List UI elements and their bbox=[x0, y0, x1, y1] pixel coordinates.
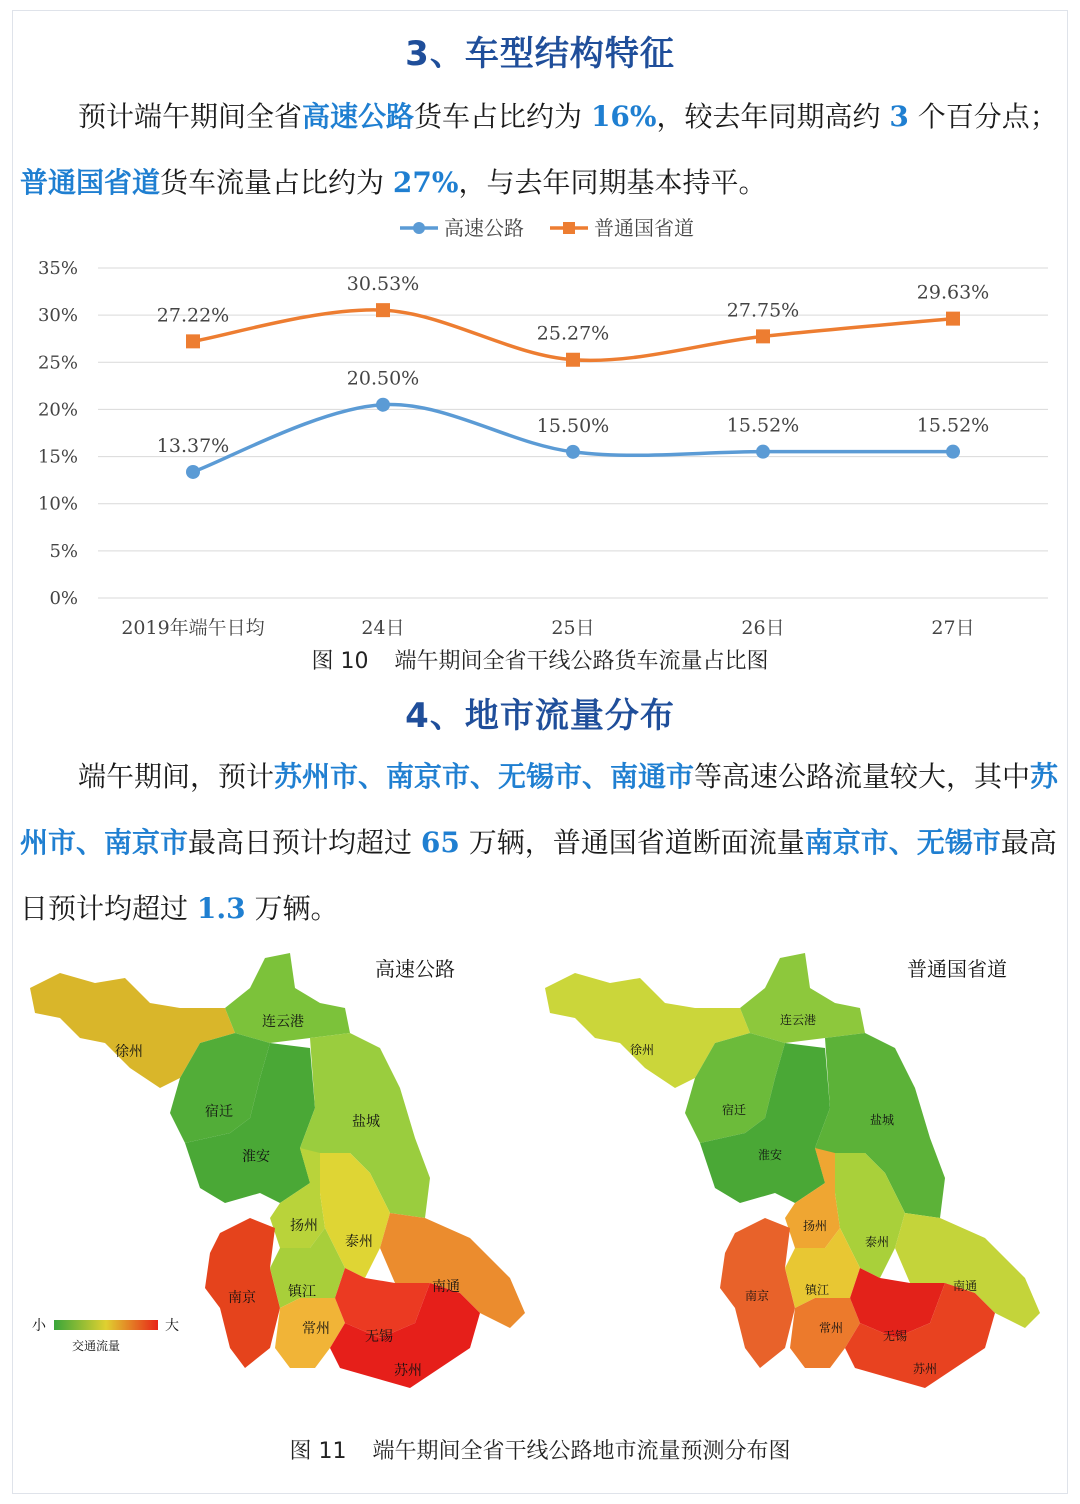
data-label: 15.52% bbox=[726, 414, 800, 437]
city-label: 宿迁 bbox=[722, 1103, 747, 1117]
section4-heading: 4、地市流量分布 bbox=[405, 696, 675, 736]
y-tick-label: 30% bbox=[37, 305, 78, 327]
legend-label: 普通国省道 bbox=[594, 216, 694, 240]
city-label: 无锡 bbox=[883, 1329, 908, 1343]
data-point bbox=[376, 303, 390, 317]
y-tick-label: 0% bbox=[49, 588, 78, 609]
expressway-map-title: 高速公路 bbox=[375, 957, 455, 981]
figure11-caption: 图 11 端午期间全省干线公路地市流量预测分布图 bbox=[289, 1439, 791, 1464]
y-tick-label: 10% bbox=[37, 493, 78, 515]
city-label: 泰州 bbox=[865, 1235, 890, 1249]
city-label: 常州 bbox=[819, 1321, 844, 1335]
legend-small-label: 小 bbox=[32, 1318, 46, 1334]
x-tick-label: 27日 bbox=[931, 617, 975, 639]
city-label: 南京 bbox=[745, 1289, 770, 1303]
city-label: 徐州 bbox=[115, 1044, 143, 1060]
x-tick-label: 2019年端午日均 bbox=[121, 617, 265, 639]
y-tick-label: 15% bbox=[37, 446, 78, 468]
data-label: 27.75% bbox=[726, 299, 800, 322]
data-point bbox=[756, 329, 770, 343]
y-tick-label: 25% bbox=[37, 352, 78, 374]
legend-label: 高速公路 bbox=[444, 216, 524, 240]
data-label: 25.27% bbox=[536, 322, 610, 345]
region-lianyungang bbox=[740, 953, 865, 1043]
x-tick-label: 24日 bbox=[361, 617, 405, 639]
data-point bbox=[756, 445, 770, 459]
city-label: 盐城 bbox=[870, 1113, 895, 1127]
y-tick-label: 20% bbox=[37, 399, 78, 421]
x-tick-label: 25日 bbox=[551, 617, 595, 639]
legend-marker bbox=[563, 222, 575, 234]
y-tick-label: 35% bbox=[37, 258, 78, 279]
data-label: 29.63% bbox=[916, 281, 990, 304]
city-label: 镇江 bbox=[805, 1283, 830, 1297]
section4-paragraph: 端午期间，预计苏州市、南京市、无锡市、南通市等高速公路流量较大，其中苏州市、南京市最高日预计均超过 65 万辆，普通国省道断面流量南京市、无锡市最高日预计均超过 1.3 万辆。 bbox=[20, 760, 1059, 925]
city-label: 淮安 bbox=[758, 1148, 783, 1162]
data-point bbox=[376, 398, 390, 412]
data-point bbox=[946, 312, 960, 326]
national-provincial-road-map bbox=[545, 953, 1040, 1388]
expressway-map bbox=[30, 953, 525, 1388]
y-tick-label: 5% bbox=[49, 540, 78, 562]
x-tick-label: 26日 bbox=[741, 617, 785, 639]
figure10-caption: 图 10 端午期间全省干线公路货车流量占比图 bbox=[311, 649, 769, 674]
legend-large-label: 大 bbox=[165, 1318, 179, 1334]
city-label: 常州 bbox=[302, 1321, 330, 1337]
section3-paragraph: 预计端午期间全省高速公路货车占比约为 16%，较去年同期高约 3 个百分点；普通国省道货车流量占比约为 27%，与去年同期基本持平。 bbox=[20, 100, 1058, 199]
city-label: 苏州 bbox=[913, 1362, 938, 1376]
legend-caption: 交通流量 bbox=[72, 1339, 121, 1353]
data-label: 15.52% bbox=[916, 414, 990, 437]
data-label: 13.37% bbox=[156, 434, 230, 457]
city-label: 南通 bbox=[432, 1279, 460, 1295]
city-label: 连云港 bbox=[780, 1013, 817, 1027]
city-label: 南京 bbox=[228, 1290, 256, 1306]
data-label: 27.22% bbox=[156, 304, 230, 327]
city-label: 徐州 bbox=[630, 1043, 655, 1057]
truck-share-line-chart bbox=[20, 210, 1060, 640]
flow-legend-gradient bbox=[54, 1320, 158, 1330]
data-point bbox=[186, 334, 200, 348]
city-label: 泰州 bbox=[345, 1234, 373, 1250]
city-label: 无锡 bbox=[365, 1329, 393, 1345]
section3-heading: 3、车型结构特征 bbox=[405, 34, 675, 74]
data-point bbox=[566, 353, 580, 367]
data-point bbox=[186, 465, 200, 479]
city-label: 扬州 bbox=[803, 1219, 828, 1233]
city-flow-maps bbox=[20, 948, 1060, 1428]
data-label: 20.50% bbox=[346, 367, 420, 390]
data-label: 30.53% bbox=[346, 273, 420, 296]
city-label: 镇江 bbox=[288, 1284, 316, 1300]
city-label: 扬州 bbox=[290, 1218, 318, 1234]
city-label: 连云港 bbox=[262, 1014, 304, 1030]
data-label: 15.50% bbox=[536, 414, 610, 437]
city-label: 苏州 bbox=[394, 1363, 422, 1379]
data-point bbox=[946, 445, 960, 459]
road-map-title: 普通国省道 bbox=[907, 957, 1007, 981]
legend-marker bbox=[413, 222, 425, 234]
city-label: 淮安 bbox=[242, 1149, 270, 1165]
city-label: 盐城 bbox=[352, 1114, 380, 1130]
data-point bbox=[566, 445, 580, 459]
city-label: 南通 bbox=[953, 1279, 978, 1293]
city-label: 宿迁 bbox=[205, 1104, 233, 1120]
